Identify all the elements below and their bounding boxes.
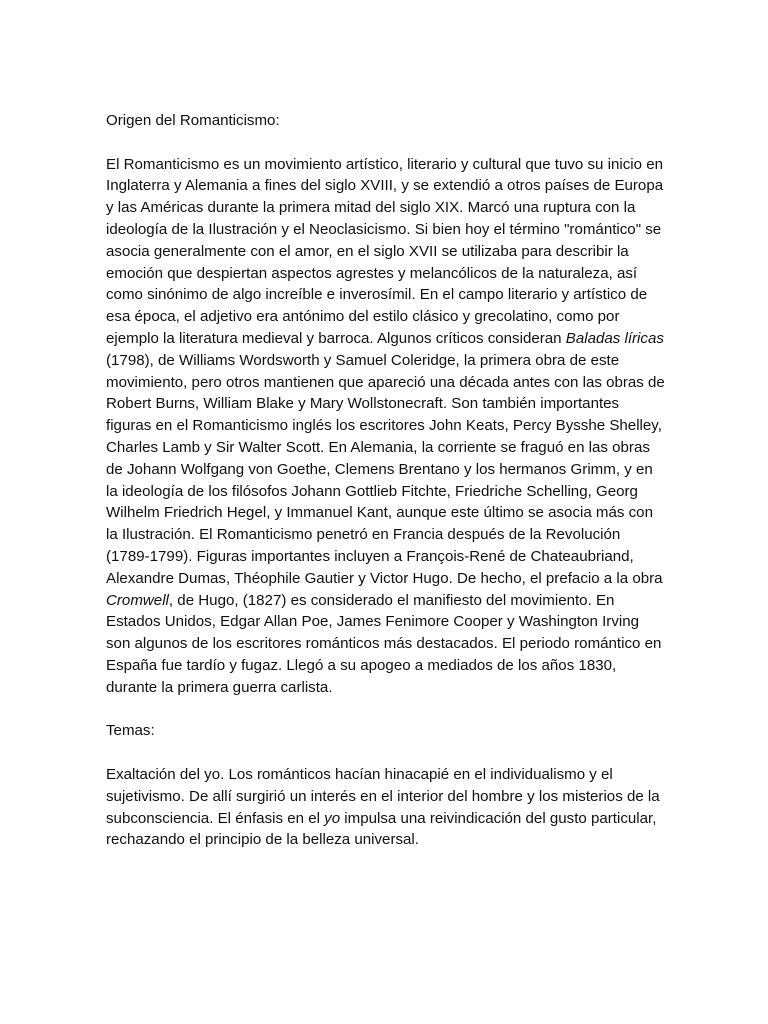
document-page [106,110,666,873]
paragraph-origin-text-2: (1798), de Williams Wordsworth y Samuel Coleridge, la primera obra de este movimiento, pero otros mantienen que apareció una década antes con las obras de Robert Burns, William Blake y Mary Wollstonecraft. Son también importantes figuras en el Romanticismo inglés los escritores John Keats, Percy Bysshe Shelley, Charles Lamb y Sir Walter Scott. En Alemania, la corriente se fraguó en las obras de Johann Wolfgang von Goethe, Clemens Brentano y los hermanos Grimm, y en la ideología de los filósofos Johann Gottlieb Fitchte, Friedriche Schelling, Georg Wilhelm Friedrich Hegel, y Immanuel Kant, aunque este último se asocia más con la Ilustración. El Romanticismo penetró en Francia después de la Revolución (1789-1799). Figuras importantes incluyen a François-René de Chateaubriand, Alexandre Dumas, Théophile Gautier y Victor Hugo. De hecho, el prefacio a la obra [106,351,665,587]
italic-baladas-liricas: Baladas líricas [565,329,664,347]
heading-origin: Origen del Romanticismo: [106,112,280,129]
paragraph-themes-text-1: Exaltación del yo. Los románticos hacían hinacapié en el individualismo y el sujetivismo. De allí surgirió un interés en el interior del hombre y los misterios de la subconsciencia. El énfasis en el [106,765,660,827]
paragraph-themes-text-2: impulsa una reivindicación del gusto particular, rechazando el principio de la belleza universal. [106,809,657,849]
paragraph-origin-text-1: El Romanticismo es un movimiento artístico, literario y cultural que tuvo su inicio en Inglaterra y Alemania a fines del siglo XVIII, y se extendió a otros países de Europa y las Américas durante la primera mitad del siglo XIX. Marcó una ruptura con la ideología de la Ilustración y el Neoclasicismo. Si bien hoy el término "romántico" se asocia generalmente con el amor, en el siglo XVII se utilizaba para describir la emoción que despiertan aspectos agrestes y melancólicos de la naturaleza, así como sinónimo de algo increíble e inverosímil. En el campo literario y artístico de esa época, el adjetivo era antónimo del estilo clásico y grecolatino, como por ejemplo la literatura medieval y barroca. Algunos críticos consideran [106,155,664,347]
paragraph-origin [106,154,666,699]
italic-cromwell: Cromwell [106,591,169,609]
paragraph-themes [106,764,666,851]
italic-yo: yo [324,809,341,827]
heading-themes: Temas: [106,722,155,740]
paragraph-origin-text-3: , de Hugo, (1827) es considerado el manifiesto del movimiento. En Estados Unidos, Edgar Allan Poe, James Fenimore Cooper y Washington Irving son algunos de los escritores románticos más destacados. El periodo romántico en España fue tardío y fugaz. Llegó a su apogeo a mediados de los años 1830, durante la primera guerra carlista. [106,591,662,696]
